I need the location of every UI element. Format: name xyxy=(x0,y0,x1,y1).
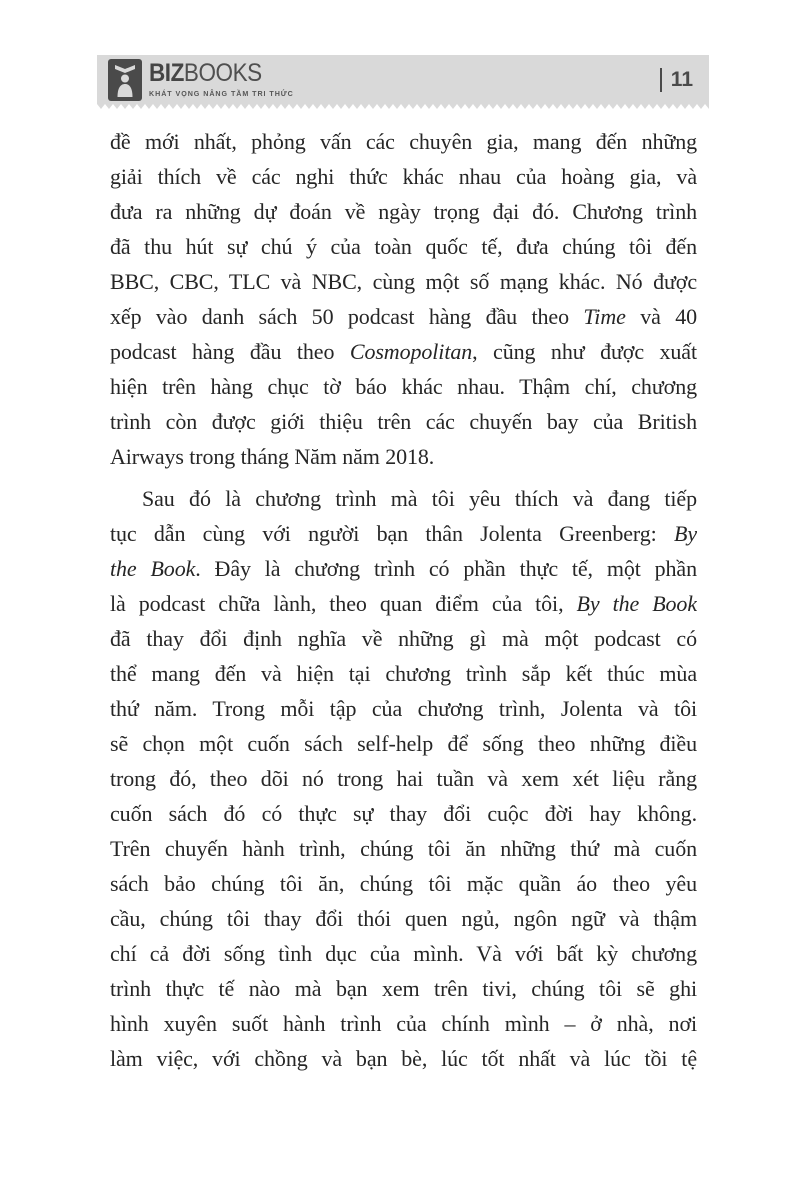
text-line xyxy=(110,586,697,621)
text-line xyxy=(110,1006,697,1041)
logo-text xyxy=(149,61,301,98)
text-line xyxy=(110,726,697,761)
text-line xyxy=(110,264,697,299)
text-segment: hình xuyên suốt hành trình của chính mình – ở nhà, nơi xyxy=(110,1011,697,1036)
text-segment: trình còn được giới thiệu trên các chuyến bay của British xyxy=(110,409,697,434)
text-line xyxy=(110,229,697,264)
text-line xyxy=(110,761,697,796)
text-segment: BBC, CBC, TLC và NBC, cùng một số mạng khác. Nó được xyxy=(110,269,697,294)
text-segment: đã thay đổi định nghĩa về những gì mà một podcast có xyxy=(110,626,697,651)
paragraph xyxy=(110,481,697,1076)
brand-light: BOOKS xyxy=(183,59,262,87)
text-segment: là podcast chữa lành, theo quan điểm của tôi, xyxy=(110,591,577,616)
text-segment: giải thích về các nghi thức khác nhau của hoàng gia, và xyxy=(110,164,697,189)
text-segment: xếp vào danh sách 50 podcast hàng đầu theo xyxy=(110,304,584,329)
text-segment: trong đó, theo dõi nó trong hai tuần và xem xét liệu rằng xyxy=(110,766,697,791)
text-segment: podcast hàng đầu theo xyxy=(110,339,350,364)
text-line xyxy=(110,936,697,971)
text-line xyxy=(110,1041,697,1076)
page-number-divider xyxy=(660,68,662,92)
header-perforation-edge xyxy=(97,104,709,110)
brand-tagline: KHÁT VỌNG NÂNG TẦM TRI THỨC xyxy=(149,89,294,98)
text-line xyxy=(110,621,697,656)
text-line xyxy=(110,299,697,334)
text-line xyxy=(110,369,697,404)
text-line xyxy=(110,439,697,474)
italic-text: Cosmopolitan xyxy=(349,339,473,364)
bizbooks-reader-icon xyxy=(108,59,142,101)
italic-text: By the Book xyxy=(576,591,697,616)
text-line xyxy=(110,516,697,551)
text-line xyxy=(110,971,697,1006)
text-segment: cuốn sách đó có thực sự thay đổi cuộc đời hay không. xyxy=(110,801,697,826)
text-line xyxy=(110,796,697,831)
text-line xyxy=(110,334,697,369)
italic-text: Time xyxy=(583,304,626,329)
italic-text: the Book xyxy=(110,556,196,581)
text-segment: trình thực tế nào mà bạn xem trên tivi, chúng tôi sẽ ghi xyxy=(110,976,697,1001)
text-line xyxy=(110,194,697,229)
text-segment: và 40 xyxy=(625,304,697,329)
text-segment: sách bảo chúng tôi ăn, chúng tôi mặc quần áo theo yêu xyxy=(110,871,697,896)
page-number xyxy=(660,68,693,92)
text-line xyxy=(110,481,697,516)
text-segment: chí cả đời sống tình dục của mình. Và với bất kỳ chương xyxy=(110,941,697,966)
text-segment: thứ năm. Trong mỗi tập của chương trình, Jolenta và tôi xyxy=(110,696,697,721)
text-segment: thể mang đến và hiện tại chương trình sắp kết thúc mùa xyxy=(110,661,697,686)
text-segment: . Đây là chương trình có phần thực tế, một phần xyxy=(195,556,697,581)
text-segment: đề mới nhất, phỏng vấn các chuyên gia, mang đến những xyxy=(110,129,697,154)
page-text xyxy=(110,124,697,1076)
italic-text: By xyxy=(673,521,697,546)
text-segment: Trên chuyến hành trình, chúng tôi ăn những thứ mà cuốn xyxy=(110,836,697,861)
text-line xyxy=(110,124,697,159)
text-line xyxy=(110,866,697,901)
text-segment: cầu, chúng tôi thay đổi thói quen ngủ, ngôn ngữ và thậm xyxy=(110,906,697,931)
text-line xyxy=(110,404,697,439)
text-line xyxy=(110,831,697,866)
page-number-value: 11 xyxy=(670,67,693,91)
text-segment: làm việc, với chồng và bạn bè, lúc tốt nhất và lúc tồi tệ xyxy=(110,1046,697,1071)
page-header xyxy=(97,55,709,104)
brand-name xyxy=(149,61,286,86)
brand-bold: BIZ xyxy=(149,59,184,87)
text-segment: sẽ chọn một cuốn sách self-help để sống theo những điều xyxy=(110,731,697,756)
text-line xyxy=(110,901,697,936)
bizbooks-logo xyxy=(108,59,301,101)
text-segment: Sau đó là chương trình mà tôi yêu thích và đang tiếp xyxy=(142,486,697,511)
text-segment: tục dẫn cùng với người bạn thân Jolenta Greenberg: xyxy=(110,521,674,546)
text-line xyxy=(110,551,697,586)
text-line xyxy=(110,691,697,726)
paragraph xyxy=(110,124,697,474)
text-segment: đã thu hút sự chú ý của toàn quốc tế, đưa chúng tôi đến xyxy=(110,234,697,259)
text-segment: hiện trên hàng chục tờ báo khác nhau. Thậm chí, chương xyxy=(110,374,697,399)
text-segment: Airways trong tháng Năm năm 2018. xyxy=(110,444,435,469)
text-line xyxy=(110,159,697,194)
text-line xyxy=(110,656,697,691)
text-segment: , cũng như được xuất xyxy=(472,339,697,364)
text-segment: đưa ra những dự đoán về ngày trọng đại đó. Chương trình xyxy=(110,199,697,224)
